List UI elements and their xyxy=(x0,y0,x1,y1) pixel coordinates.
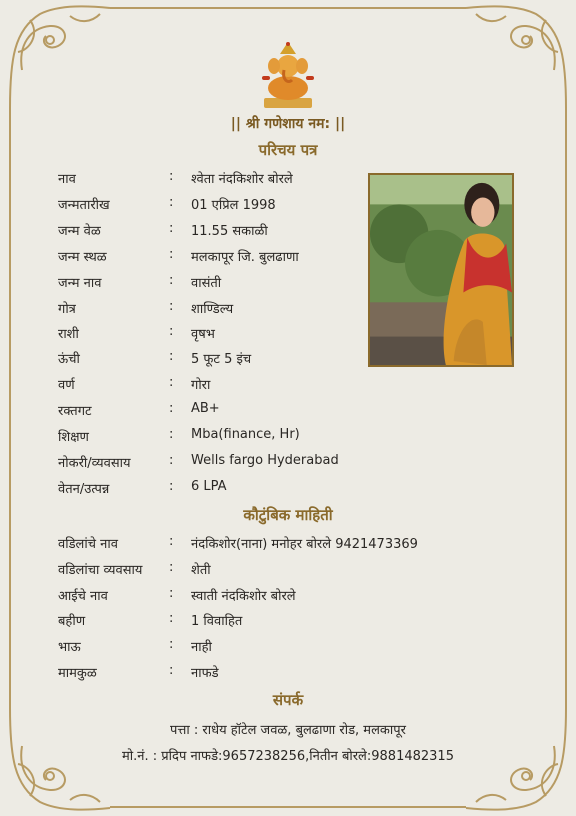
family-value: नाही xyxy=(191,640,212,655)
detail-label: ऊंची xyxy=(58,352,80,367)
detail-label: शिक्षण xyxy=(58,430,89,445)
family-label: वडिलांचे नाव xyxy=(58,537,118,552)
detail-label: वर्ण xyxy=(58,378,75,393)
detail-value: 6 LPA xyxy=(191,479,227,494)
ganesha-icon xyxy=(258,40,318,110)
detail-value: शाण्डिल्य xyxy=(191,302,234,317)
detail-separator: : xyxy=(169,324,174,339)
border-line-right xyxy=(565,108,567,708)
detail-label: जन्म वेळ xyxy=(58,224,101,239)
detail-value: 11.55 सकाळी xyxy=(191,224,268,239)
detail-value: मलकापूर जि. बुलढाणा xyxy=(191,250,299,265)
detail-label: रक्तगट xyxy=(58,404,92,419)
detail-value: वृषभ xyxy=(191,327,215,342)
detail-separator: : xyxy=(169,427,174,442)
detail-separator: : xyxy=(169,401,174,416)
invocation-text: || श्री गणेशाय नम: || xyxy=(230,116,346,132)
detail-label: जन्मतारीख xyxy=(58,198,110,213)
detail-label: गोत्र xyxy=(58,302,76,317)
address-text: पत्ता : राधेय हॉटेल जवळ, बुलढाणा रोड, मलकापूर xyxy=(170,723,406,738)
detail-value: 5 फूट 5 इंच xyxy=(191,352,252,367)
detail-value: Wells fargo Hyderabad xyxy=(191,453,339,468)
detail-value: श्वेता नंदकिशोर बोरले xyxy=(191,172,293,187)
family-value: स्वाती नंदकिशोर बोरले xyxy=(191,589,296,604)
detail-value: वासंती xyxy=(191,276,222,291)
detail-separator: : xyxy=(169,534,174,549)
family-value: नंदकिशोर(नाना) मनोहर बोरले 9421473369 xyxy=(191,537,418,552)
corner-ornament-top-left xyxy=(0,0,120,110)
detail-separator: : xyxy=(169,479,174,494)
family-label: मामकुळ xyxy=(58,666,97,681)
detail-value: 01 एप्रिल 1998 xyxy=(191,198,276,213)
detail-label: जन्म नाव xyxy=(58,276,102,291)
detail-separator: : xyxy=(169,169,174,184)
detail-separator: : xyxy=(169,273,174,288)
page-title: परिचय पत्र xyxy=(258,141,318,159)
detail-separator: : xyxy=(169,299,174,314)
family-label: वडिलांचा व्यवसाय xyxy=(58,563,143,578)
detail-separator: : xyxy=(169,195,174,210)
detail-value: AB+ xyxy=(191,401,220,416)
detail-label: नाव xyxy=(58,172,76,187)
detail-separator: : xyxy=(169,611,174,626)
detail-value: गोरा xyxy=(191,378,211,393)
profile-photo xyxy=(368,173,514,367)
family-label: भाऊ xyxy=(58,640,81,655)
detail-separator: : xyxy=(169,586,174,601)
family-value: नाफडे xyxy=(191,666,219,681)
detail-value: Mba(finance, Hr) xyxy=(191,427,300,442)
detail-separator: : xyxy=(169,349,174,364)
family-label: बहीण xyxy=(58,614,86,629)
border-line-top xyxy=(110,7,466,9)
detail-label: राशी xyxy=(58,327,79,342)
detail-separator: : xyxy=(169,560,174,575)
detail-label: जन्म स्थळ xyxy=(58,250,107,265)
border-line-left xyxy=(9,108,11,708)
detail-separator: : xyxy=(169,453,174,468)
detail-separator: : xyxy=(169,663,174,678)
contact-section-title: संपर्क xyxy=(272,691,304,709)
detail-label: नोकरी/व्यवसाय xyxy=(58,456,131,471)
detail-separator: : xyxy=(169,375,174,390)
detail-label: वेतन/उत्पन्न xyxy=(58,482,110,497)
family-section-title: कौटुंबिक माहिती xyxy=(243,506,333,524)
border-line-bottom xyxy=(110,806,466,808)
phone-text: मो.नं. : प्रदिप नाफडे:9657238256,नितीन बोरले:9881482315 xyxy=(122,749,454,764)
detail-separator: : xyxy=(169,247,174,262)
detail-separator: : xyxy=(169,221,174,236)
family-value: 1 विवाहित xyxy=(191,614,243,629)
corner-ornament-top-right xyxy=(456,0,576,110)
detail-separator: : xyxy=(169,637,174,652)
family-value: शेती xyxy=(191,563,211,578)
family-label: आईचे नाव xyxy=(58,589,108,604)
